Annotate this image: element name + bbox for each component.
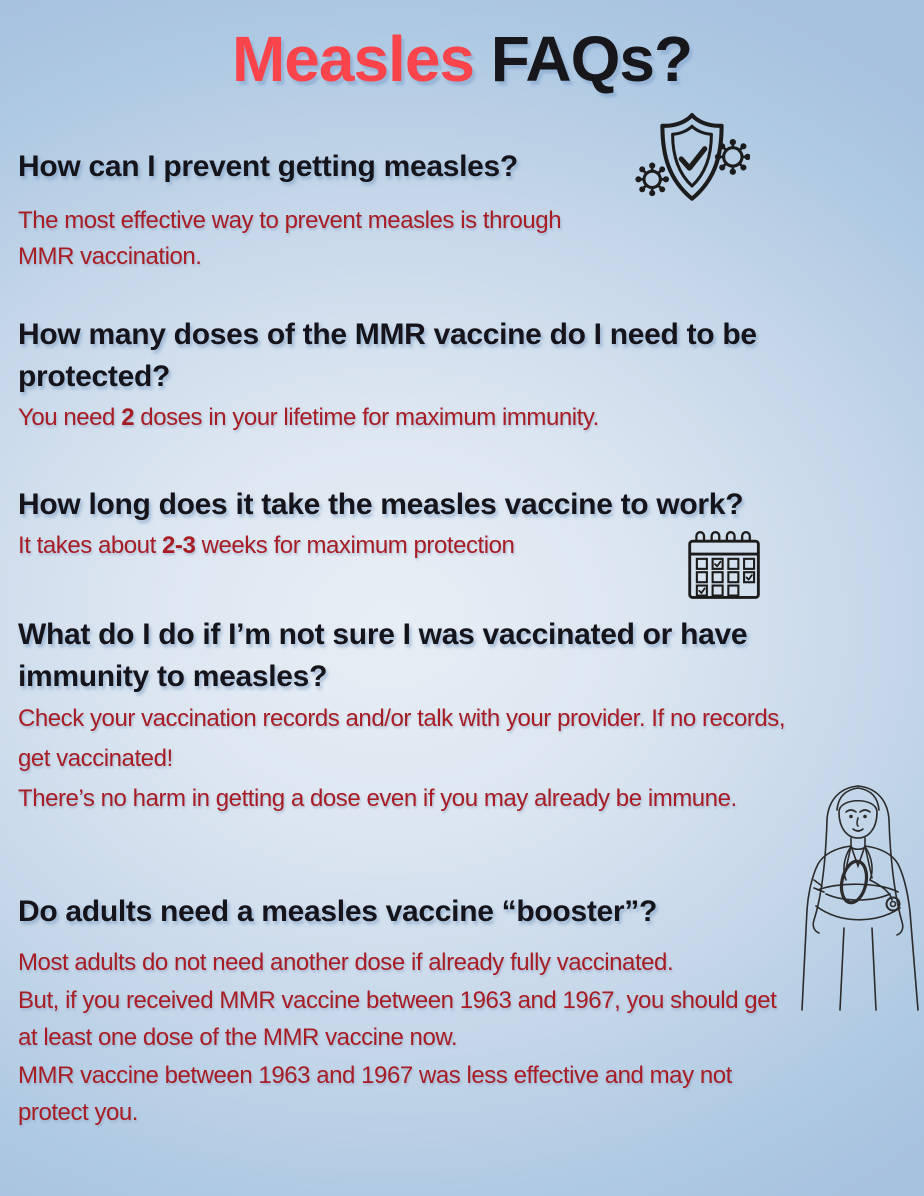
answer-line: MMR vaccine between 1963 and 1967 was less effective and may not <box>18 1061 732 1089</box>
faq-section-prevent-question <box>18 146 518 188</box>
faq-section-booster-question <box>18 891 657 933</box>
answer-line: get vaccinated! <box>18 745 173 772</box>
page-title-faqs: FAQs? <box>474 23 693 95</box>
answer-line: Most adults do not need another dose if already fully vaccinated. <box>18 949 674 976</box>
question-line: Do adults need a measles vaccine “booster”? <box>18 895 657 928</box>
shield-check-virus-icon <box>634 112 750 212</box>
question-line: How can I prevent getting measles? <box>18 150 518 183</box>
faq-section-timing-question <box>18 484 743 526</box>
answer-line: at least one dose of the MMR vaccine now. <box>18 1024 458 1051</box>
faq-section-unsure-answer <box>18 699 785 819</box>
female-doctor-illustration <box>792 782 924 1012</box>
calendar-checklist-icon <box>684 528 766 604</box>
answer-line: MMR vaccination. <box>18 243 202 270</box>
answer-line: There’s no harm in getting a dose even if you may already be immune. <box>18 785 737 812</box>
question-line: protected? <box>18 360 171 393</box>
answer-line: But, if you received MMR vaccine between 1963 and 1967, you should get <box>18 986 777 1014</box>
shield-inner-outline <box>673 126 712 186</box>
answer-line: Check your vaccination records and/or talk with your provider. If no records, <box>18 705 786 732</box>
answer-line: It takes about 2-3 weeks for maximum protection <box>18 532 515 559</box>
answer-line: The most effective way to prevent measles is through <box>18 207 562 234</box>
question-line: How long does it take the measles vaccine to work? <box>18 488 744 521</box>
page-title-measles: Measles <box>231 23 475 95</box>
faq-section-doses-answer <box>18 399 599 437</box>
answer-line: You need 2 doses in your lifetime for maximum immunity. <box>18 404 599 431</box>
faq-section-booster-answer <box>18 944 776 1132</box>
check-icon <box>681 149 704 168</box>
faq-section-doses-question <box>18 314 757 398</box>
page-title <box>0 24 924 94</box>
doctor-hair <box>813 786 858 933</box>
virus-particle-left <box>637 164 668 195</box>
answer-line: protect you. <box>18 1099 139 1126</box>
question-line: How many doses of the MMR vaccine do I need to be <box>18 318 757 351</box>
faq-section-unsure-question <box>18 614 747 698</box>
question-line: immunity to measles? <box>18 660 328 693</box>
faq-section-prevent-answer <box>18 203 561 275</box>
question-line: What do I do if I’m not sure I was vaccinated or have <box>18 618 748 651</box>
faq-section-timing-answer <box>18 527 514 565</box>
